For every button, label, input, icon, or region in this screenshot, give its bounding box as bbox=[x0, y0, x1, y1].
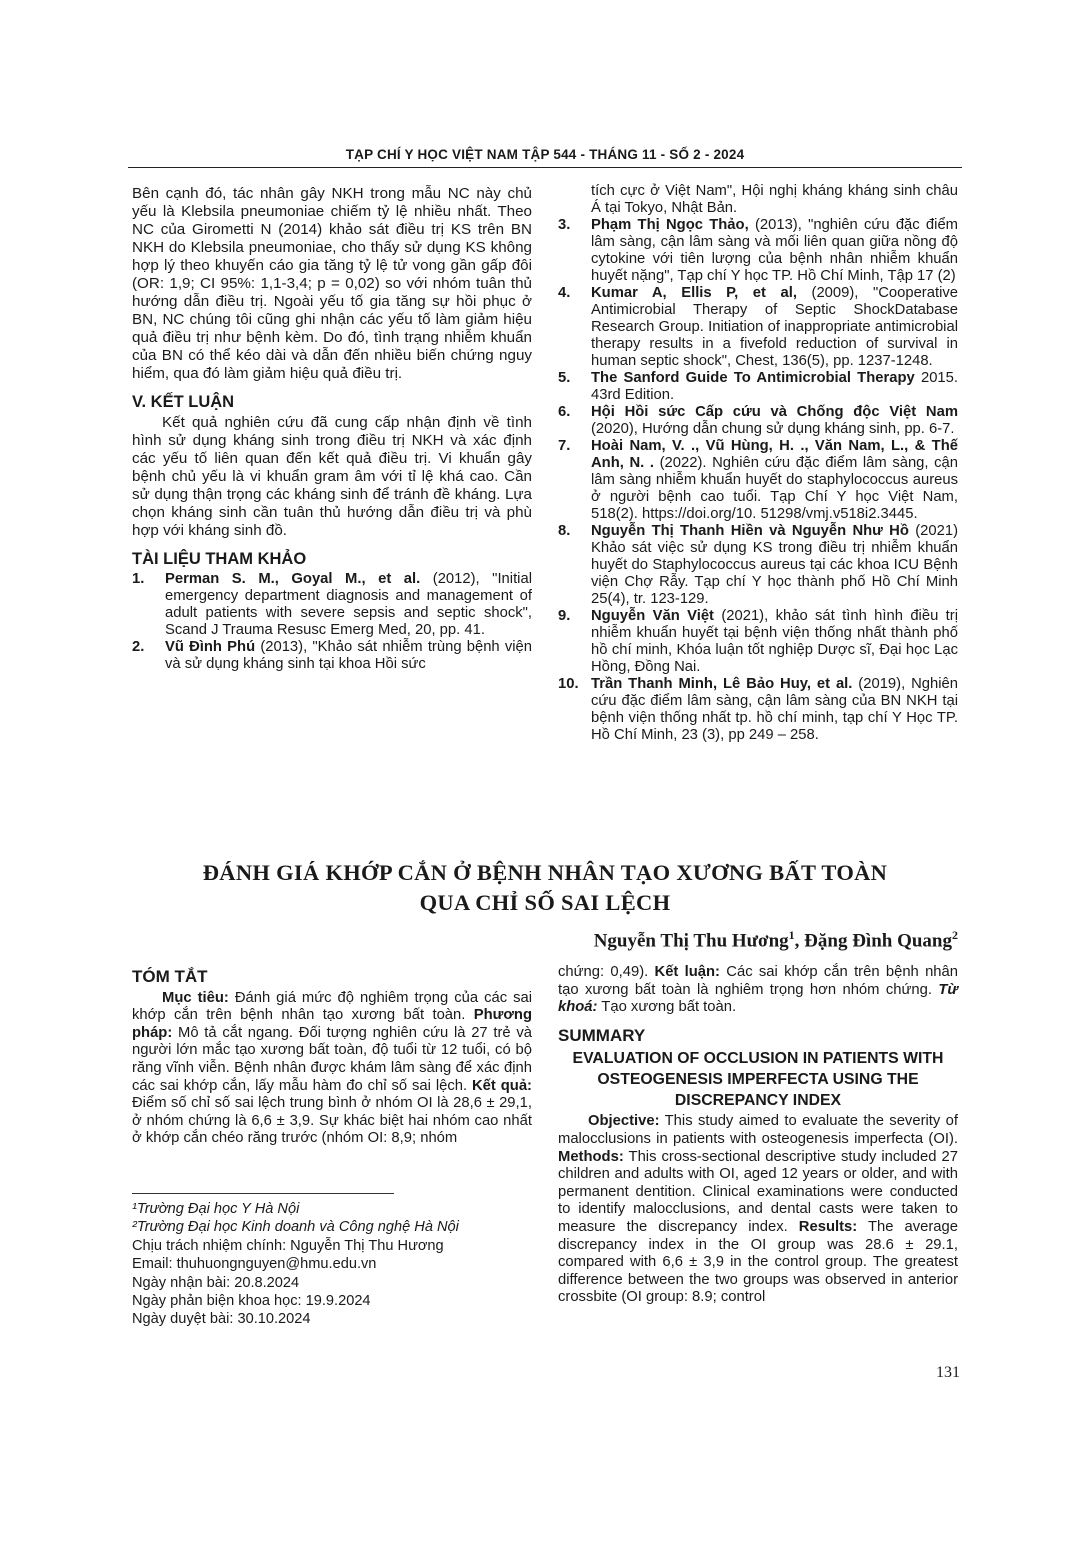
references-list-left bbox=[132, 571, 532, 673]
footnote-reviewed: Ngày phản biện khoa học: 19.9.2024 bbox=[132, 1293, 371, 1310]
footnote-received: Ngày nhận bài: 20.8.2024 bbox=[132, 1274, 300, 1291]
references-list-right bbox=[558, 183, 958, 744]
reference-item: 4. Kumar A, Ellis P, et al, (2009), "Cooperative Antimicrobial Therapy of Septic ShockDatabase Research Group. Initiation of inappropriate antimicrobial therapy results in a fivefold reduction of survival in human septic shock", Chest, 136(5), pp. 1237-1248. bbox=[558, 285, 958, 369]
summary-heading: SUMMARY bbox=[558, 1025, 646, 1045]
discussion-paragraph: Bên cạnh đó, tác nhân gây NKH trong mẫu NC này chủ yếu là Klebsila pneumoniae chiếm tỷ lệ nhiều nhất. Theo NC của Girometti N (2014) khảo sát điều trị KS trên BN NKH do Klebsila pneumoniae, cho thấy sử dụng KS không hợp lý theo khuyến cáo gia tăng tỷ lệ tử vong gần gấp đôi (OR: 1,9; CI 95%: 1,1-3,4; p = 0,02) so với nhóm tuân thủ hướng dẫn điều trị. Ngoài yếu tố gia tăng sự hồi phục ở BN, NC chúng tôi cũng ghi nhận các yếu tố làm giảm hiệu quả điều trị như bệnh kèm. Do đó, tình trạng nhiễm khuẩn của BN có thể kéo dài và dẫn đến nhiều biến chứng nguy hiểm, qua đó làm giảm hiệu quả điều trị. bbox=[132, 185, 532, 382]
abstract-vi-continued: chứng: 0,49). Kết luận: Các sai khớp cắn trên bệnh nhân tạo xương bất toàn là nghiêm trọng hơn nhóm chứng. Từ khoá: Tạo xương bất toàn. bbox=[558, 964, 958, 1016]
reference-item: 1. Perman S. M., Goyal M., et al. (2012), "Initial emergency department diagnosis and management of adult patients with severe sepsis and septic shock", Scand J Trauma Resusc Emerg Med, 20, pp. 41. bbox=[132, 571, 532, 638]
page-number: 131 bbox=[936, 1364, 960, 1381]
footnote-rule bbox=[132, 1193, 394, 1194]
article-title bbox=[130, 858, 960, 918]
abstract-vi bbox=[132, 968, 532, 1148]
abstract-right bbox=[558, 964, 958, 1307]
article-title-line2: QUA CHỈ SỐ SAI LỆCH bbox=[419, 890, 671, 915]
conclusion-text: Kết quả nghiên cứu đã cung cấp nhận định về tình hình sử dụng kháng sinh trong điều trị NKH và xác định các yếu tố liên quan đến kết quả điều trị. Vi khuẩn gây bệnh chủ yếu là vi khuẩn gram âm với tỉ lệ khá cao. Cần sử dụng thận trọng các kháng sinh để tránh đề kháng. Lựa chọn kháng sinh cần tuân thủ hướng dẫn điều trị và phù hợp với kháng sinh đồ. bbox=[132, 414, 532, 539]
reference-item: 8. Nguyễn Thị Thanh Hiền và Nguyễn Như Hồ (2021) Khảo sát việc sử dụng KS trong điều trị nhiễm khuẩn huyết do Staphylococcus aureus tại các khoa ICU Bệnh viện Chợ Rẫy. Tạp chí Y học thành phố Hồ Chí Minh 25(4), tr. 123-129. bbox=[558, 523, 958, 607]
reference-item: 3. Phạm Thị Ngọc Thảo, (2013), "nghiên cứu đặc điểm lâm sàng, cận lâm sàng và mối liên quan giữa nồng độ cytokine với tiên lượng của bệnh nhân nhiễm khuẩn huyết nặng", Tạp chí Y học TP. Hồ Chí Minh, Tập 17 (2) bbox=[558, 217, 959, 284]
footnotes bbox=[132, 1200, 532, 1329]
reference-item: 7. Hoài Nam, V. ., Vũ Hùng, H. ., Văn Nam, L., & Thế Anh, N. . (2022). Nghiên cứu đặc điểm lâm sàng, cận lâm sàng nhiễm khuẩn huyết do staphylococcus aureus ở người bệnh cao tuổi. Tạp Chí Y học Việt Nam, 518(2). https://doi.org/10. 51298/vmj.v518i2.3445. bbox=[558, 438, 958, 522]
reference-item: 5. The Sanford Guide To Antimicrobial Therapy 2015. 43rd Edition. bbox=[558, 370, 958, 403]
footnote-affiliation-2: ²Trường Đại học Kinh doanh và Công nghệ Hà Nội bbox=[132, 1219, 459, 1236]
footnote-email: Email: thuhuongnguyen@hmu.edu.vn bbox=[132, 1256, 377, 1273]
footnote-affiliation-1: ¹Trường Đại học Y Hà Nội bbox=[132, 1201, 300, 1217]
abstract-vi-text: Mục tiêu: Đánh giá mức độ nghiêm trọng của các sai khớp cắn trên bệnh nhân tạo xương bất toàn. Phương pháp: Mô tả cắt ngang. Đối tượng nghiên cứu là 27 trẻ và người lớn mắc tạo xương bất toàn, độ tuổi từ 12 tuổi, có bộ răng vĩnh viễn. Bệnh nhân được khám lâm sàng để xác định các sai khớp cắn, lấy mẫu hàm đo chỉ số sai lệch. Kết quả: Điểm số chỉ số sai lệch trung bình ở nhóm OI là 28,6 ± 29,1, ở nhóm chứng là 6,6 ± 3,9. Sự khác biệt hai nhóm cao nhất ở khớp cắn chéo răng trước (nhóm OI: 8,9; nhóm bbox=[132, 989, 532, 1147]
abstract-heading: TÓM TẮT bbox=[132, 967, 208, 986]
references-heading: TÀI LIỆU THAM KHẢO bbox=[132, 550, 307, 568]
summary-text: Objective: This study aimed to evaluate the severity of malocclusions in patients with osteogenesis imperfecta (OI). Methods: This cross-sectional descriptive study included 27 children and adults with OI, aged 12 years or older, and with permanent dentition. Clinical examinations were conducted to identify malocclusions, and dental casts were taken to measure the discrepancy index. Results: The average discrepancy index in the OI group was 28.6 ± 29.1, compared with 6,6 ± 3,9 in the control group. The greatest difference between the two groups was observed in anterior crossbite (OI group: 8.9; control bbox=[558, 1113, 958, 1306]
header-rule bbox=[128, 167, 962, 168]
reference-item: 9. Nguyễn Văn Việt (2021), khảo sát tình hình điều trị nhiễm khuẩn huyết tại bệnh viện thống nhất thành phố hồ chí minh, Khóa luận tốt nghiệp Dược sĩ, Đại học Lạc Hồng, Đồng Nai. bbox=[558, 608, 958, 675]
summary-title: EVALUATION OF OCCLUSION IN PATIENTS WITH OSTEOGENESIS IMPERFECTA USING THE DISCREPANCY INDEX bbox=[572, 1050, 944, 1110]
reference-item: 2. Vũ Đình Phú (2013), "Khảo sát nhiễm trùng bệnh viện và sử dụng kháng sinh tại khoa Hồi sức bbox=[132, 639, 532, 672]
conclusion-heading: V. KẾT LUẬN bbox=[132, 393, 235, 411]
reference-item: 10. Trần Thanh Minh, Lê Bảo Huy, et al. (2019), Nghiên cứu đặc điểm lâm sàng, cận lâm sàng của BN NKH tại bệnh viện thống nhất tp. hồ chí minh, tạp chí Y Học TP. Hồ Chí Minh, 23 (3), pp 249 – 258. bbox=[558, 676, 958, 743]
footnote-accepted: Ngày duyệt bài: 30.10.2024 bbox=[132, 1311, 311, 1328]
reference-item: 6. Hội Hồi sức Cấp cứu và Chống độc Việt Nam (2020), Hướng dẫn chung sử dụng kháng sinh, pp. 6-7. bbox=[558, 404, 958, 437]
left-column-upper bbox=[132, 185, 532, 673]
reference-item: tích cực ở Việt Nam", Hội nghị kháng kháng sinh châu Á tại Tokyo, Nhật Bản. bbox=[591, 183, 958, 216]
journal-header: TẠP CHÍ Y HỌC VIỆT NAM TẬP 544 - THÁNG 11 - SỐ 2 - 2024 bbox=[345, 147, 745, 162]
article-authors: Nguyễn Thị Thu Hương$^1$, Đặng Đình Quang$^2$ bbox=[593, 928, 958, 952]
article-title-line1: ĐÁNH GIÁ KHỚP CẮN Ở BỆNH NHÂN TẠO XƯƠNG BẤT TOÀN bbox=[202, 860, 888, 885]
footnote-corresponding: Chịu trách nhiệm chính: Nguyễn Thị Thu Hương bbox=[132, 1237, 444, 1254]
